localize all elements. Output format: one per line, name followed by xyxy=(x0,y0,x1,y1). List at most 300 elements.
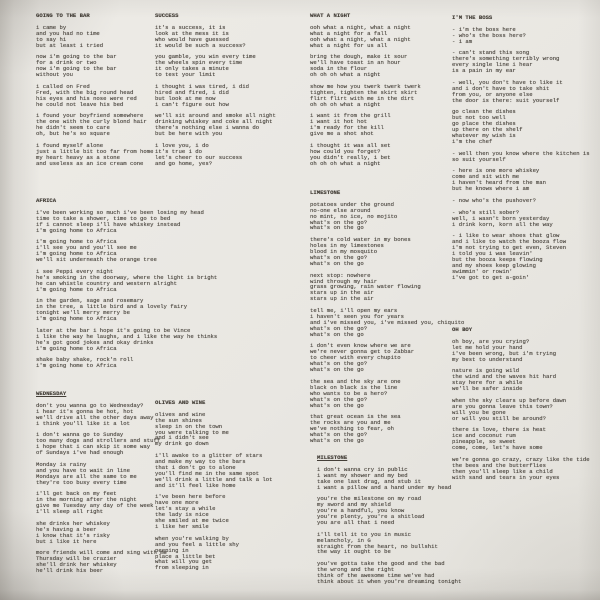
lyric-line: let's cheer to our success xyxy=(155,153,243,161)
lyric-line: i don't wanna go to Sunday xyxy=(36,431,124,439)
stanza xyxy=(155,494,273,529)
lyric-line: are you gonna leave this town? xyxy=(452,402,553,410)
lyric-line: i've been working so much i've been losing my head xyxy=(36,208,204,216)
lyric-line: show me how you twerk twerk twerk xyxy=(310,82,421,90)
song-title-olives-and-wine: OLIVES AND WINE xyxy=(155,399,206,406)
lyric-line: i called on Fred xyxy=(36,82,90,90)
lyric-line: i'll tell it to you in music xyxy=(317,530,411,538)
stanza xyxy=(310,54,421,78)
lyric-line: he didn't seem to care xyxy=(36,124,110,132)
lyric-line: in the morning after the night xyxy=(36,496,137,504)
lyric-line: i want my shower and my bed xyxy=(317,471,408,479)
lyric-line: what's on the go? xyxy=(310,395,368,403)
stanza xyxy=(310,143,421,167)
lyric-line: let's stay a while xyxy=(155,505,216,513)
stanza xyxy=(317,496,461,526)
song-title-limestone: LIMESTONE xyxy=(310,189,341,196)
lyric-line: i thought it was all set xyxy=(310,141,391,149)
lyric-line: now i'm going to the bar xyxy=(36,65,117,73)
lyric-line: - i like to wear shoes that glow xyxy=(452,232,560,240)
lyric-line: and i didn't see xyxy=(155,434,209,442)
lyric-line: i've been here before xyxy=(155,493,226,501)
lyric-line: i'm not trying to get even, Steven xyxy=(452,244,567,252)
lyric-line: i hear it's gonna be hot, hot xyxy=(36,407,134,415)
song-wednesday xyxy=(36,391,167,574)
lyric-line: and you have to wait in line xyxy=(36,466,130,474)
lyric-line: - i'm the boss here xyxy=(452,25,516,33)
lyric-line: i'm going home to Africa xyxy=(36,226,117,234)
stanza xyxy=(155,54,276,78)
lyric-line: we'll sit underneath the orange tree xyxy=(36,256,157,264)
lyric-line: bring the dough, make it sour xyxy=(310,53,408,61)
song-title-what-a-night: WHAT A NIGHT xyxy=(310,12,351,19)
lyric-line: holes in my limestones xyxy=(310,242,384,250)
stanza xyxy=(36,269,217,293)
stanza xyxy=(155,536,273,571)
stanza xyxy=(452,80,590,104)
lyric-line: sleep in on the town xyxy=(155,422,223,430)
lyric-line: tonight we'll merry merry be xyxy=(36,309,130,317)
lyric-line: but the booza keeps flowing xyxy=(452,256,543,264)
lyric-line: take one last drag, and stub it xyxy=(317,477,422,485)
lyric-line: there's nothing else i wanna do xyxy=(155,124,260,132)
lyric-line: have one more xyxy=(155,499,199,507)
lyric-line: soda in the flour xyxy=(310,65,368,73)
lyric-line: i told you i was leavin' xyxy=(452,250,533,258)
lyric-line: he can whistle country and western alright xyxy=(36,279,177,287)
lyric-line: i came by xyxy=(36,23,67,31)
lyric-line: more friends will come and sing with me xyxy=(36,549,167,557)
stanza xyxy=(452,210,590,228)
lyric-line: i don't wanna cry in public xyxy=(317,465,408,473)
lyric-line: and my shoes keep glowing xyxy=(452,261,536,269)
song-what-a-night xyxy=(310,13,421,166)
stanza xyxy=(452,151,590,163)
lyric-line: we'll have toast in an hour xyxy=(310,59,401,67)
lyric-line: i'll see you and you'll see me xyxy=(36,244,137,252)
song-title-wednesday: WEDNESDAY xyxy=(36,390,67,397)
lyric-line: and you feel a little shy xyxy=(155,540,239,548)
song-title-going-to-the-bar: GOING TO THE BAR xyxy=(36,12,90,19)
lyric-line: what's on the go xyxy=(310,366,364,374)
lyric-line: let me hold your hand xyxy=(452,343,523,351)
lyric-line: what's on the go xyxy=(310,224,364,232)
lyric-line: my best to understand xyxy=(452,355,523,363)
lyric-line: my drink go down xyxy=(155,440,209,448)
lyric-line: to test your limit xyxy=(155,71,216,79)
lyric-line: you were talking to me xyxy=(155,428,229,436)
stanza xyxy=(36,210,217,234)
lyric-line: don't you wanna go to Wednesday? xyxy=(36,401,144,409)
lyric-line: go place the dishes xyxy=(452,120,516,128)
lyric-line: with sand and tears in your eyes xyxy=(452,473,560,481)
lyric-line: how could you forget? xyxy=(310,147,381,155)
lyric-line: the bees and the butterflies xyxy=(452,461,546,469)
lyric-line: in the tree, a little bird and a lovely fairy xyxy=(36,303,188,311)
lyric-line: that great ocean is the sea xyxy=(310,413,401,421)
lyric-line: when you're walking by xyxy=(155,534,229,542)
lyric-line: later at the bar i hope it's going to be Vince xyxy=(36,326,191,334)
stanza xyxy=(452,457,590,481)
stanza xyxy=(36,462,167,486)
lyric-line: i'm going home to Africa xyxy=(36,315,117,323)
lyric-line: he's having a beer xyxy=(36,525,97,533)
stanza xyxy=(36,357,217,369)
lyric-line: now i'm going to the bar xyxy=(36,53,117,61)
lyric-line: swimmin' or rowin' xyxy=(452,267,513,275)
lyric-line: what's on the go xyxy=(310,436,364,444)
lyric-line: - well, you don't have to like it xyxy=(452,78,563,86)
lyric-line: we'll be safer inside xyxy=(452,385,523,393)
stanza xyxy=(155,412,273,447)
stanza xyxy=(452,368,590,392)
lyric-line: i'm going home to Africa xyxy=(36,344,117,352)
stanza xyxy=(452,233,590,280)
lyric-line: but i like it here xyxy=(36,537,97,545)
lyric-line: the sun shines xyxy=(155,416,202,424)
lyric-line: you didn't really, i bet xyxy=(310,153,391,161)
lyric-line: i like her smile xyxy=(155,522,209,530)
lyric-line: oh oh oh what a night xyxy=(310,71,381,79)
stanza xyxy=(310,273,464,303)
lyric-line: i want a pillow and a hand under my head xyxy=(317,483,452,491)
lyric-line: when the sky clears up before dawn xyxy=(452,396,567,404)
lyric-line: go clean the dishes xyxy=(452,108,516,116)
lyric-line: and i've missed you, i've missed you, chiquito xyxy=(310,318,465,326)
lyric-line: Fred, with the big round head xyxy=(36,88,134,96)
lyric-line: up there on the shelf xyxy=(452,126,523,134)
lyric-line: blood in my mosquito xyxy=(310,248,378,256)
lyric-line: give me a shot shot xyxy=(310,130,374,138)
lyric-line: whatever my wish is xyxy=(452,132,516,140)
lyric-line: you've gotta take the good and the bad xyxy=(317,560,445,568)
lyric-line: of Sundays i've had enough xyxy=(36,449,124,457)
stanza xyxy=(317,561,461,585)
stanza xyxy=(452,427,590,451)
lyric-line: from sleeping in xyxy=(155,564,209,572)
lyric-line: they're too busy every time xyxy=(36,478,127,486)
stanza xyxy=(36,239,217,263)
lyric-line: - well then you know where the kitchen is xyxy=(452,149,590,157)
stanza xyxy=(452,50,590,74)
lyric-line: what's on the go? xyxy=(310,253,368,261)
lyric-line: is a pain in my ear xyxy=(452,67,516,75)
lyric-line: melancholy, in G xyxy=(317,536,371,544)
song-i-m-the-boss xyxy=(452,15,590,281)
lyric-line: ooh what a night, what a night xyxy=(310,23,411,31)
lyric-line: so suit yourself xyxy=(452,155,506,163)
lyric-line: he's got good jokes and okay drinks xyxy=(36,338,154,346)
lyric-line: what's on the go xyxy=(310,401,364,409)
lyric-line: tighten, tighten the skirt skirt xyxy=(310,88,418,96)
lyric-line: the wind and the waves hit hard xyxy=(452,373,557,381)
lyric-line: the way it ought to be xyxy=(317,548,391,556)
stanza xyxy=(36,25,154,49)
stanza xyxy=(310,308,464,338)
lyric-line: what a night for a fall xyxy=(310,29,388,37)
lyric-line: i want it from the grill xyxy=(310,112,391,120)
stanza xyxy=(310,113,421,137)
lyric-line: that i don't go to alone xyxy=(155,463,236,471)
lyric-line: it's true i do xyxy=(155,147,202,155)
lyric-line: think about it when you're dreaming tonight xyxy=(317,577,462,585)
song-title-milestone: MILESTONE xyxy=(317,454,348,461)
lyric-line: next stop: nowhere xyxy=(310,271,371,279)
lyric-line: i'll awake to a glitter of stars xyxy=(155,452,263,460)
lyric-line: without you xyxy=(36,71,73,79)
lyric-line: we're gonna go crazy, crazy like the tide xyxy=(452,455,590,463)
lyric-line: flirt flirt with me in the dirt xyxy=(310,94,415,102)
lyric-line: well, i wasn't born yesterday xyxy=(452,214,550,222)
lyric-line: it would be such a success? xyxy=(155,41,246,49)
lyric-line: what's on the go? xyxy=(310,218,368,226)
lyric-line: she drinks her whiskey xyxy=(36,519,110,527)
lyric-line: place a little bet xyxy=(155,552,216,560)
lyric-line: come and sit with me xyxy=(452,173,520,181)
lyric-line: ice and coconut rum xyxy=(452,432,516,440)
lyric-line: wind through my hair xyxy=(310,277,378,285)
lyric-line: i want it hot hot xyxy=(310,118,368,126)
lyric-line: you gamble, you win every time xyxy=(155,53,256,61)
stanza xyxy=(452,27,590,45)
lyric-line: if i cannot sleep i'll have whiskey instead xyxy=(36,220,181,228)
lyric-line: peeping in xyxy=(155,546,189,554)
stanza xyxy=(36,143,154,167)
lyric-line: no-one else around xyxy=(310,206,371,214)
song-going-to-the-bar xyxy=(36,13,154,166)
lyric-line: i'm going home to Africa xyxy=(36,285,117,293)
lyric-line: the rocks are you and me xyxy=(310,419,391,427)
stanza xyxy=(452,168,590,192)
lyric-line: - can't stand this song xyxy=(452,49,530,57)
lyric-line: his eyes and his nose were red xyxy=(36,94,137,102)
lyric-line: who would have guessed xyxy=(155,35,229,43)
stanza xyxy=(36,298,217,322)
lyric-line: but look at me now xyxy=(155,94,216,102)
stanza xyxy=(155,143,276,167)
lyric-line: and i like to watch the booza flow xyxy=(452,238,567,246)
lyric-line: i don't even know where we are xyxy=(310,342,411,350)
lyric-line: i haven't seen you for years xyxy=(310,312,404,320)
lyric-line: or will you still be around? xyxy=(452,414,546,422)
lyric-line: i've got to get a-goin' xyxy=(452,273,530,281)
stanza xyxy=(317,532,461,556)
lyric-line: you'll find me in the same spot xyxy=(155,469,260,477)
song-olives-and-wine xyxy=(155,400,273,571)
lyric-line: will you be gone xyxy=(452,408,506,416)
lyric-line: stars up in the air xyxy=(310,295,374,303)
lyric-line: Monday is rainy xyxy=(36,460,87,468)
lyric-line: come, come, let's have some xyxy=(452,444,543,452)
lyric-line: i'll sleep all right xyxy=(36,508,104,516)
song-milestone xyxy=(317,455,461,585)
stanza xyxy=(36,521,167,545)
lyric-line: she'll drink her whiskey xyxy=(36,561,117,569)
lyric-line: there is love, there is heat xyxy=(452,426,546,434)
stanza xyxy=(36,54,154,78)
lyric-line: my heart heavy as a stone xyxy=(36,153,120,161)
lyric-line: for a drink or two xyxy=(36,59,97,67)
stanza xyxy=(310,414,464,444)
lyric-line: every single line i hear xyxy=(452,61,533,69)
stanza xyxy=(155,453,273,488)
lyric-line: the sea and the sky are one xyxy=(310,377,401,385)
lyric-line: you're the milestone on my road xyxy=(317,495,422,503)
lyric-line: who wants to be a hero? xyxy=(310,389,388,397)
lyric-line: in the garden, sage and rosemary xyxy=(36,297,144,305)
stanza xyxy=(310,343,464,373)
song-title-africa: AFRICA xyxy=(36,197,57,204)
stanza xyxy=(310,84,421,108)
lyric-line: drinking whiskey and coke all night xyxy=(155,118,273,126)
lyric-line: i've been wrong, but i'm trying xyxy=(452,349,557,357)
lyric-line: straight from the heart, no bullshit xyxy=(317,542,438,550)
lyric-line: give me Tuesday any day of the week xyxy=(36,502,154,510)
lyric-line: i know that it's risky xyxy=(36,531,110,539)
lyric-line: i found your boyfriend somewhere xyxy=(36,112,144,120)
lyric-line: he's smoking in the doorway, where the light is bright xyxy=(36,273,218,281)
lyric-line: you are all that i need xyxy=(317,518,395,526)
stanza xyxy=(155,113,276,137)
lyric-line: what will you get xyxy=(155,558,213,566)
lyric-line: stars up in the air xyxy=(310,289,374,297)
lyric-line: the door is there: suit yourself xyxy=(452,96,560,104)
lyric-line: to cheer with every chupito xyxy=(310,354,401,362)
lyric-line: what's on the go? xyxy=(310,324,368,332)
lyric-line: and go home, yes? xyxy=(155,159,213,167)
lyric-line: oh oh oh what a night xyxy=(310,159,381,167)
stanza xyxy=(36,328,217,352)
lyric-line: it only takes a minute xyxy=(155,65,229,73)
lyric-line: i like the way he laughs, and i like the way he thinks xyxy=(36,332,218,340)
lyric-line: oh oh oh what a night xyxy=(310,100,381,108)
lyric-line: you're plenty, you're a shitload xyxy=(317,513,425,521)
lyric-line: - who's the boss here? xyxy=(452,31,526,39)
lyric-line: we'll drive all the other days away xyxy=(36,413,154,421)
lyric-line: but not too well xyxy=(452,114,506,122)
lyric-line: the wrong and the right xyxy=(317,566,395,574)
lyric-line: oh boy, are you crying? xyxy=(452,337,530,345)
lyric-line: the one with the curly blond hair xyxy=(36,118,147,126)
lyric-line: look at the mess it is xyxy=(155,29,229,37)
stanza xyxy=(155,84,276,108)
lyric-line: then you'll sleep like a child xyxy=(452,467,553,475)
lyric-line: hired and fired, i did xyxy=(155,88,229,96)
lyric-line: we've nothing to fear, oh xyxy=(310,425,394,433)
lyric-line: stay here for a while xyxy=(452,379,523,387)
lyric-line: i'm going home to Africa xyxy=(36,250,117,258)
song-africa xyxy=(36,198,217,369)
lyric-line: black on black is the line xyxy=(310,383,398,391)
stanza xyxy=(310,237,464,267)
song-oh-boy xyxy=(452,327,590,480)
lyric-line: she smiled at me twice xyxy=(155,517,229,525)
stanza xyxy=(155,25,276,49)
lyric-line: the wheels spin every time xyxy=(155,59,243,67)
lyric-line: but he knows where i am xyxy=(452,185,530,193)
stanza xyxy=(452,398,590,422)
lyric-line: i'm going home to Africa xyxy=(36,238,117,246)
lyric-line: Mondays are all the same to me xyxy=(36,472,137,480)
song-title-success: SUCCESS xyxy=(155,12,179,19)
lyric-line: just a little bit too far from home xyxy=(36,147,154,155)
stanza xyxy=(452,198,590,204)
lyric-line: no mint, no ice, no mojito xyxy=(310,212,398,220)
lyric-line: olives and wine xyxy=(155,410,206,418)
lyric-line: and it'll feel like home xyxy=(155,481,236,489)
lyric-line: i found myself alone xyxy=(36,141,104,149)
lyric-line: what's on the go? xyxy=(310,431,368,439)
lyric-line: we're never gonna get to Zabbar xyxy=(310,348,415,356)
lyric-line: and useless as an ice cream cone xyxy=(36,159,144,167)
lyric-line: think of the awesome time we've had xyxy=(317,572,435,580)
lyric-line: i'm going home to Africa xyxy=(36,362,117,370)
lyric-line: but be here with you xyxy=(155,130,223,138)
stanza xyxy=(452,339,590,363)
lyric-line: i love you, i do xyxy=(155,141,209,149)
lyric-line: there's cold water in my bones xyxy=(310,236,411,244)
lyric-line: from you, or anyone else xyxy=(452,90,533,98)
stanza xyxy=(310,25,421,49)
lyric-line: tell me, i'll open my ears xyxy=(310,307,398,315)
lyric-line: too many dogs and strollers and stuff xyxy=(36,437,161,445)
stanza xyxy=(36,113,154,137)
lyric-line: my sword and my shield xyxy=(317,501,391,509)
lyric-line: time to take a shower, time to go to bed xyxy=(36,214,171,222)
lyric-line: there's something terribly wrong xyxy=(452,55,560,63)
stanza xyxy=(452,109,590,144)
lyric-line: you're a handful, you know xyxy=(317,507,405,515)
lyric-line: grass growing, rain water flowing xyxy=(310,283,421,291)
stanza xyxy=(36,432,167,456)
stanza xyxy=(36,491,167,515)
lyric-line: i see Peppi every night xyxy=(36,267,114,275)
lyric-line: what's on the go xyxy=(310,330,364,338)
lyric-line: the lady is nice xyxy=(155,511,209,519)
lyric-line: it's a success, it is xyxy=(155,23,226,31)
lyric-line: ooh what a night, what a night xyxy=(310,35,411,43)
lyric-line: to say hi xyxy=(36,35,67,43)
lyric-line: i think you'll like it a lot xyxy=(36,419,130,427)
lyric-line: i'll get back on my feet xyxy=(36,490,117,498)
lyric-line: i thought i was tired, i did xyxy=(155,82,249,90)
lyric-line: i haven't heard from the man xyxy=(452,179,546,187)
lyric-line: he could not leave his bed xyxy=(36,100,124,108)
lyric-line: oh, but he's so square xyxy=(36,130,110,138)
lyric-line: i'm the chef xyxy=(452,137,493,145)
lyric-line: i drink korn, korn all the way xyxy=(452,220,553,228)
stanza xyxy=(36,84,154,108)
lyric-line: what's on the go? xyxy=(310,360,368,368)
lyric-line: and i don't have to take shit xyxy=(452,84,550,92)
lyric-line: pineapple, so sweet xyxy=(452,438,516,446)
song-title-i-m-the-boss: I'M THE BOSS xyxy=(452,14,493,21)
lyric-line: we'll drink a little and talk a lot xyxy=(155,475,273,483)
lyric-line: potatoes under the ground xyxy=(310,200,394,208)
lyric-line: - i am xyxy=(452,37,473,45)
lyric-line: i can't figure out how xyxy=(155,100,229,108)
lyric-line: i hope that i can skip it some way xyxy=(36,443,151,451)
lyric-line: - who's still sober? xyxy=(452,208,520,216)
lyric-line: we'll sit around and smoke all night xyxy=(155,112,276,120)
song-success xyxy=(155,13,276,166)
lyric-line: but at least i tried xyxy=(36,41,104,49)
stanza xyxy=(317,467,461,491)
song-title-oh-boy: OH BOY xyxy=(452,326,473,333)
song-limestone xyxy=(310,190,464,444)
stanza xyxy=(310,379,464,409)
lyric-line: i'm ready for the kill xyxy=(310,124,384,132)
